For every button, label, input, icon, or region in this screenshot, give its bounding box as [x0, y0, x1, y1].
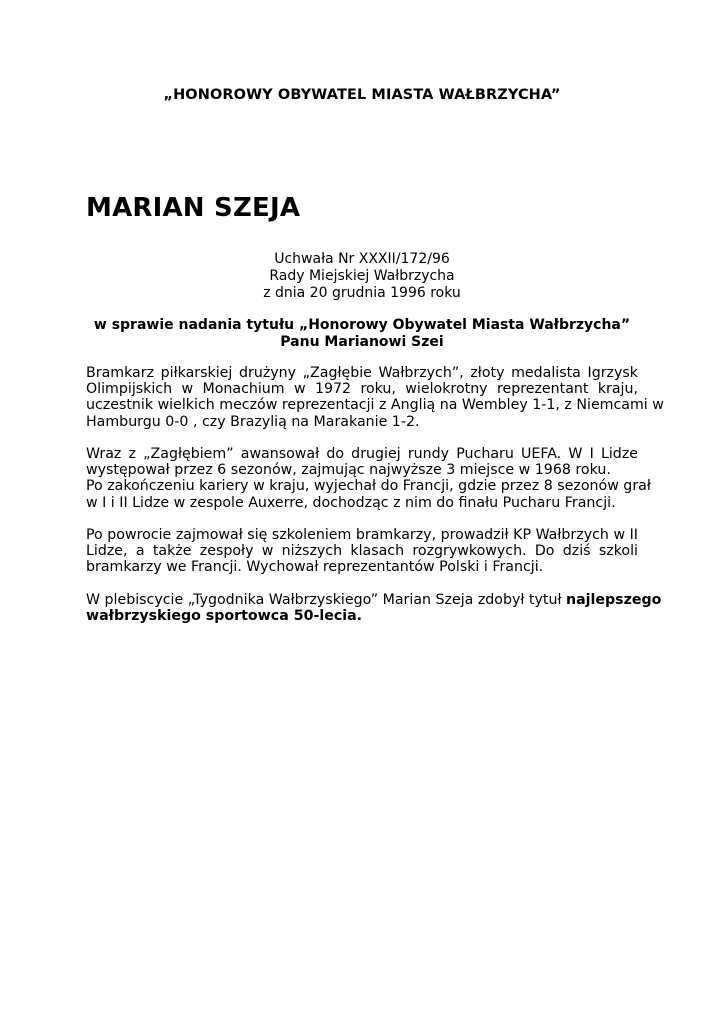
paragraph-plebiscite	[86, 592, 662, 625]
paragraph-line: Hamburgu 0-0 , czy Brazylią na Marakanie 1-2.	[86, 413, 420, 430]
paragraph-line: Olimpijskich w Monachium w 1972 roku, wielokrotny reprezentant kraju,	[86, 381, 638, 398]
plebiscite-text: W plebiscycie „Tygodnika Wałbrzyskiego” Marian Szeja zdobył tytuł	[86, 592, 566, 608]
subject-block	[0, 317, 724, 351]
person-name-heading: MARIAN SZEJA	[86, 193, 301, 223]
paragraph-line: uczestnik wielkich meczów reprezentacji z Anglią na Wembley 1-1, z Niemcami w	[86, 397, 664, 414]
paragraph-career	[86, 365, 664, 430]
plebiscite-title-start: najlepszego	[565, 592, 662, 608]
resolution-block	[0, 251, 724, 302]
resolution-council: Rady Miejskiej Wałbrzycha	[269, 268, 455, 284]
subject-recipient: Panu Marianowi Szei	[280, 334, 444, 350]
paragraph-line: bramkarzy we Francji. Wychował reprezentantów Polski i Francji.	[86, 559, 544, 576]
resolution-date: z dnia 20 grudnia 1996 roku	[263, 285, 461, 301]
paragraph-line: Po zakończeniu kariery w kraju, wyjechał do Francji, gdzie przez 8 sezonów grał	[86, 478, 651, 495]
paragraph-line: występował przez 6 sezonów, zajmując najwyższe 3 miejsce w 1968 roku.	[86, 462, 611, 479]
subject-line: w sprawie nadania tytułu „Honorowy Obywatel Miasta Wałbrzycha”	[93, 317, 631, 333]
header-title: „HONOROWY OBYWATEL MIASTA WAŁBRZYCHA”	[163, 87, 561, 103]
paragraph-line: Wraz z „Zagłębiem” awansował do drugiej rundy Pucharu UEFA. W I Lidze	[86, 446, 638, 462]
paragraph-clubs	[86, 446, 651, 511]
plebiscite-title-end: wałbrzyskiego sportowca 50-lecia.	[86, 608, 363, 625]
paragraph-line: Bramkarz piłkarskiej drużyny „Zagłębie Wałbrzych”, złoty medalista Igrzysk	[86, 365, 638, 381]
paragraph-line: w I i II Lidze w zespole Auxerre, dochodząc z nim do finału Pucharu Francji.	[86, 494, 616, 511]
paragraph-line: Po powrocie zajmował się szkoleniem bramkarzy, prowadził KP Wałbrzych w II	[86, 527, 638, 543]
paragraph-line: Lidze, a także zespoły w niższych klasach rozgrywkowych. Do dziś szkoli	[86, 543, 638, 560]
paragraph-line	[86, 592, 662, 608]
resolution-number: Uchwała Nr XXXII/172/96	[274, 251, 450, 267]
paragraph-coaching	[86, 527, 638, 576]
